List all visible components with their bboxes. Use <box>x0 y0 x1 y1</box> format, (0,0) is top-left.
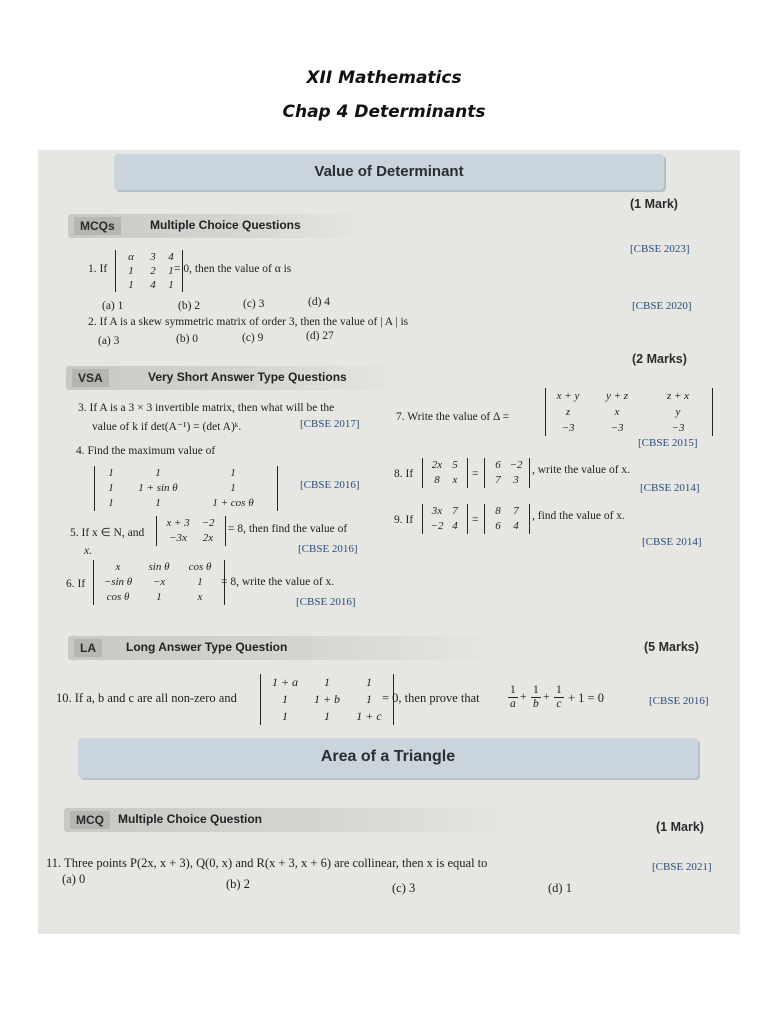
det-cell: 8 <box>434 474 440 486</box>
det-cell: 3x <box>431 505 443 517</box>
det-cell: x <box>614 406 620 418</box>
section-badge: VSA <box>72 369 109 387</box>
det-cell: 1 <box>108 467 114 479</box>
question-5-citation: [CBSE 2016] <box>298 543 358 555</box>
question-11-option-b: (b) 2 <box>226 877 250 891</box>
question-9-citation: [CBSE 2014] <box>642 536 702 548</box>
question-5-tail: = 8, then find the value of <box>228 523 348 535</box>
det-cell: 1 + cos θ <box>212 497 254 509</box>
section-marks: (2 Marks) <box>632 352 687 366</box>
det-cell: 1 <box>168 265 174 277</box>
question-9-number: 9. If <box>394 514 414 526</box>
section-title: Multiple Choice Question <box>118 812 263 826</box>
det-cell: 1 <box>366 675 372 689</box>
question-9-determinant-left <box>422 504 468 534</box>
det-cell: −3 <box>610 422 624 434</box>
question-8-determinant-right <box>484 458 530 488</box>
question-9-equals: = <box>472 514 479 526</box>
section-marks: (1 Mark) <box>656 820 704 834</box>
question-1-citation: [CBSE 2023] <box>630 243 690 255</box>
question-10-end: + 1 = 0 <box>568 691 604 705</box>
det-cell: 8 <box>495 505 501 517</box>
topic-banner-area-of-triangle <box>78 738 698 778</box>
question-10-determinant <box>260 674 394 725</box>
det-cell: −2 <box>201 517 215 529</box>
det-cell: 1 <box>156 591 162 603</box>
det-cell: 1 <box>230 467 236 479</box>
topic-banner-title: Value of Determinant <box>314 163 464 180</box>
section-header-vsa <box>66 366 406 390</box>
det-cell: 2 <box>150 265 156 277</box>
section-header-la <box>68 636 498 660</box>
question-9-determinant-right <box>484 504 530 534</box>
question-2-option-c: (c) 9 <box>242 332 264 344</box>
det-cell: −2 <box>430 520 444 532</box>
question-2-option-d: (d) 27 <box>306 330 334 342</box>
det-cell: 1 <box>366 692 372 706</box>
question-10-mid: = 0, then prove that <box>382 691 480 705</box>
question-3-line-2: value of k if det(A⁻¹) = (det A)ᵏ. <box>92 421 242 433</box>
det-cell: cos θ <box>106 591 130 603</box>
det-cell: 1 <box>128 279 134 291</box>
det-cell: 1 + b <box>313 692 341 706</box>
det-cell: 4 <box>513 520 519 532</box>
det-cell: cos θ <box>188 561 212 573</box>
question-11-citation: [CBSE 2021] <box>652 861 712 873</box>
det-cell: 7 <box>513 505 519 517</box>
det-cell: 1 <box>108 497 114 509</box>
plus-sign: + <box>543 691 550 703</box>
fraction-numerator: 1 <box>556 684 562 696</box>
det-cell: x <box>115 561 121 573</box>
section-badge: MCQ <box>70 811 110 829</box>
fraction-denominator: b <box>533 698 539 710</box>
det-cell: 1 <box>108 482 114 494</box>
det-cell: 7 <box>495 474 501 486</box>
question-4-determinant <box>94 466 278 511</box>
question-2-citation: [CBSE 2020] <box>632 300 692 312</box>
question-8-determinant-left <box>422 458 468 488</box>
det-cell: 4 <box>452 520 458 532</box>
det-cell: 1 + c <box>356 709 382 723</box>
fraction-denominator: c <box>556 698 562 710</box>
det-cell: 1 <box>230 482 236 494</box>
fraction-numerator: 1 <box>533 684 539 696</box>
section-header-mcq <box>64 808 524 832</box>
fraction-1-over-b <box>531 684 541 711</box>
det-cell: −sin θ <box>103 576 133 588</box>
page-header-subject: XII Mathematics <box>306 68 462 88</box>
question-11-option-c: (c) 3 <box>392 881 416 895</box>
topic-banner-title: Area of a Triangle <box>320 748 456 765</box>
question-10-text: 10. If a, b and c are all non-zero and <box>56 691 237 705</box>
section-marks: (1 Mark) <box>630 197 678 211</box>
question-4-text: 4. Find the maximum value of <box>76 445 216 457</box>
section-title: Multiple Choice Questions <box>150 218 301 232</box>
det-cell: sin θ <box>148 561 170 573</box>
textbook-page <box>38 150 740 934</box>
det-cell: 6 <box>495 520 501 532</box>
det-cell: z + x <box>666 390 690 402</box>
topic-banner-value-of-determinant <box>114 154 664 190</box>
section-title: Long Answer Type Question <box>126 640 288 654</box>
fraction-1-over-a <box>508 684 518 711</box>
question-7-citation: [CBSE 2015] <box>638 437 698 449</box>
fraction-denominator: a <box>510 698 516 710</box>
det-cell: −3x <box>169 532 187 544</box>
det-cell: 5 <box>452 459 458 471</box>
section-header-mcqs <box>68 214 368 238</box>
det-cell: −2 <box>509 459 523 471</box>
det-cell: y <box>675 406 681 418</box>
det-cell: y + z <box>605 390 629 402</box>
question-5-text: 5. If x ∈ N, and <box>70 527 145 539</box>
page-header-chapter: Chap 4 Determinants <box>282 102 486 122</box>
det-cell: 2x <box>431 459 443 471</box>
section-badge: MCQs <box>74 217 121 235</box>
fraction-numerator: 1 <box>510 684 516 696</box>
question-2-text: 2. If A is a skew symmetric matrix of order 3, then the value of | A | is <box>88 316 409 328</box>
question-8-tail: , write the value of x. <box>532 464 631 476</box>
question-7-determinant <box>545 388 713 436</box>
question-1-text: = 0, then the value of α is <box>174 263 292 275</box>
det-cell: x + y <box>556 390 580 402</box>
question-1-number: 1. If <box>88 263 108 275</box>
det-cell: 2x <box>202 532 214 544</box>
question-7-text: 7. Write the value of Δ = <box>396 411 510 423</box>
fraction-1-over-c <box>554 684 564 711</box>
question-1-option-c: (c) 3 <box>243 298 265 310</box>
det-cell: −3 <box>671 422 685 434</box>
question-2-option-b: (b) 0 <box>176 333 199 345</box>
question-3-citation: [CBSE 2017] <box>300 418 360 430</box>
det-cell: x <box>197 591 203 603</box>
det-cell: 4 <box>150 279 156 291</box>
det-cell: 1 <box>282 709 288 723</box>
section-title: Very Short Answer Type Questions <box>148 370 347 384</box>
det-cell: x + 3 <box>166 517 190 529</box>
det-cell: 3 <box>513 474 519 486</box>
question-11-option-d: (d) 1 <box>548 881 572 895</box>
det-cell: 7 <box>452 505 458 517</box>
det-cell: z <box>565 406 571 418</box>
question-2-option-a: (a) 3 <box>98 335 120 347</box>
question-3-line-1: 3. If A is a 3 × 3 invertible matrix, then what will be the <box>78 402 335 414</box>
det-cell: −x <box>152 576 166 588</box>
question-8-equals: = <box>472 468 479 480</box>
question-5-determinant <box>156 516 226 546</box>
det-cell: 4 <box>168 251 174 263</box>
det-cell: 1 + a <box>271 675 299 689</box>
det-cell: 1 <box>168 279 174 291</box>
det-cell: 3 <box>150 251 156 263</box>
question-6-determinant <box>93 560 225 605</box>
section-marks: (5 Marks) <box>644 640 699 654</box>
question-1-determinant <box>115 250 183 292</box>
det-cell: 1 <box>324 709 330 723</box>
question-6-tail: = 8, write the value of x. <box>221 576 335 588</box>
question-9-tail: , find the value of x. <box>532 510 625 522</box>
det-cell: α <box>128 251 134 263</box>
question-1-option-d: (d) 4 <box>308 296 331 308</box>
det-cell: x <box>452 474 458 486</box>
det-cell: 1 <box>282 692 288 706</box>
question-6-citation: [CBSE 2016] <box>296 596 356 608</box>
question-1-option-a: (a) 1 <box>102 300 124 312</box>
question-5-line-2: x. <box>84 545 92 557</box>
det-cell: −3 <box>561 422 575 434</box>
question-10-citation: [CBSE 2016] <box>649 695 709 707</box>
det-cell: 1 <box>197 576 203 588</box>
det-cell: 6 <box>495 459 501 471</box>
question-8-citation: [CBSE 2014] <box>640 482 700 494</box>
det-cell: 1 <box>324 675 330 689</box>
question-11-text: 11. Three points P(2x, x + 3), Q(0, x) and R(x + 3, x + 6) are collinear, then x is equal to <box>46 856 488 870</box>
det-cell: 1 <box>128 265 134 277</box>
det-cell: 1 + sin θ <box>138 482 178 494</box>
plus-sign: + <box>520 691 527 703</box>
question-1-option-b: (b) 2 <box>178 300 201 312</box>
det-cell: 1 <box>155 467 161 479</box>
question-4-citation: [CBSE 2016] <box>300 479 360 491</box>
question-8-number: 8. If <box>394 468 414 480</box>
question-11-option-a: (a) 0 <box>62 872 86 886</box>
question-6-number: 6. If <box>66 578 86 590</box>
section-badge: LA <box>74 639 102 657</box>
det-cell: 1 <box>155 497 161 509</box>
